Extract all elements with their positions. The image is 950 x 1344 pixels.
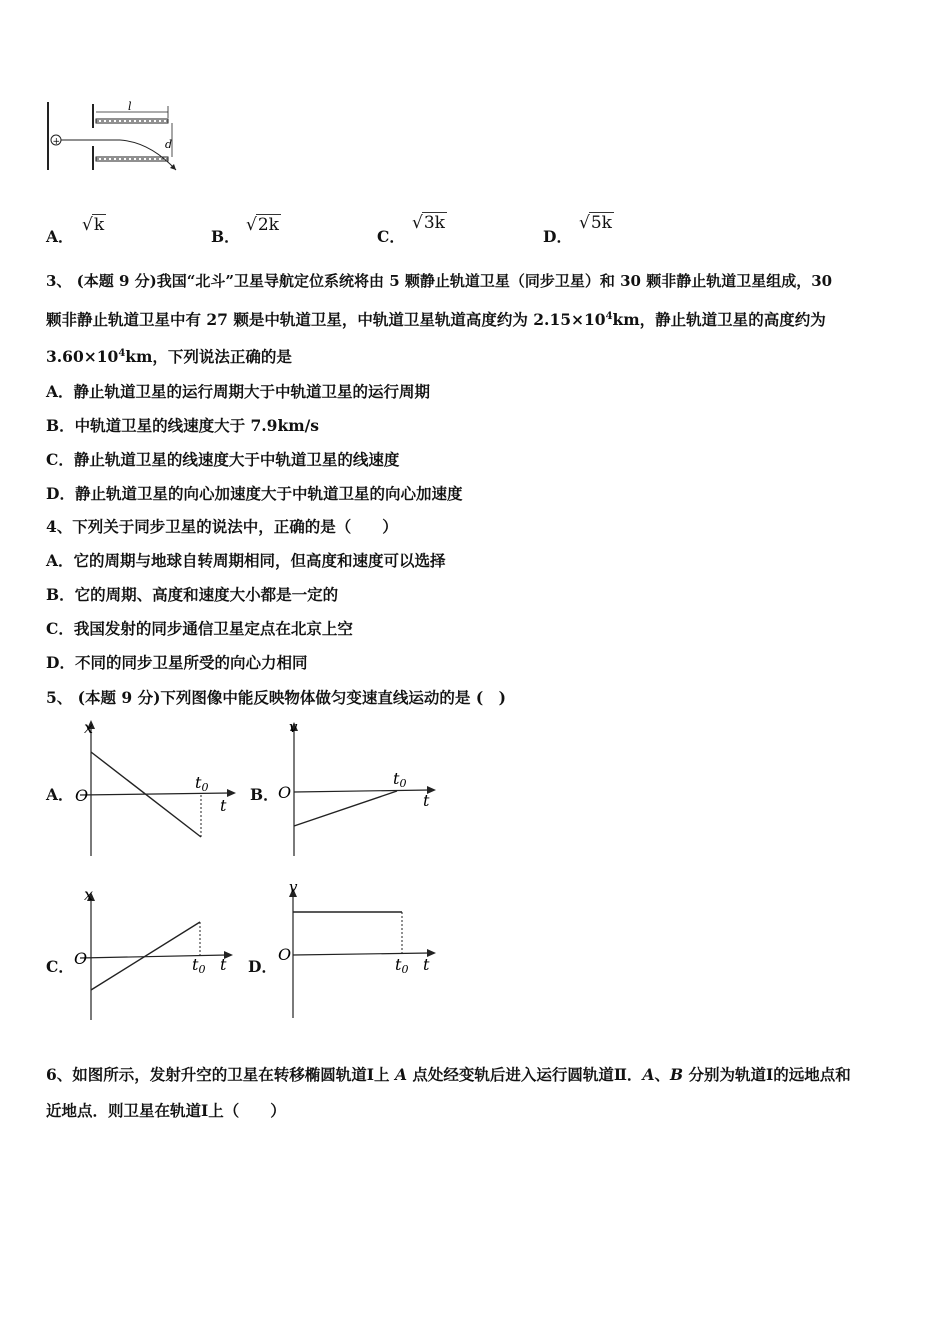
graph-b bbox=[275, 716, 450, 861]
graph-d-x-label: t bbox=[423, 955, 430, 974]
graph-d-y-label: v bbox=[289, 878, 298, 896]
graph-c-y-label: x bbox=[84, 885, 94, 904]
q4-option-c[interactable]: C．我国发射的同步通信卫星定点在北京上空 bbox=[46, 619, 353, 638]
graph-b-t0: t0 bbox=[393, 769, 407, 790]
graph-c-x-label: t bbox=[220, 955, 227, 974]
q2-option-d-value: √5k bbox=[579, 213, 612, 233]
graph-a-t0: t0 bbox=[195, 773, 209, 794]
q2-option-a-label[interactable]: A． bbox=[46, 227, 74, 246]
graph-c-t0: t0 bbox=[192, 955, 206, 976]
q4-option-b[interactable]: B．它的周期、高度和速度大小都是一定的 bbox=[46, 585, 339, 604]
q2-option-c-label[interactable]: C． bbox=[377, 227, 405, 246]
q3-option-a[interactable]: A．静止轨道卫星的运行周期大于中轨道卫星的运行周期 bbox=[46, 382, 431, 401]
q5-option-d-label[interactable]: D． bbox=[248, 957, 277, 976]
q2-option-b-label[interactable]: B． bbox=[211, 227, 240, 246]
graph-a-x-label: t bbox=[220, 796, 227, 815]
q4-option-d[interactable]: D．不同的同步卫星所受的向心力相同 bbox=[46, 653, 308, 672]
q5-option-c-label[interactable]: C． bbox=[46, 957, 74, 976]
graph-b-x-label: t bbox=[423, 791, 430, 810]
q3-option-b[interactable]: B．中轨道卫星的线速度大于 7.9km/s bbox=[46, 416, 319, 435]
q3-stem-line3: $3.60\times 10^4km$，下列说法正确的是 bbox=[46, 347, 292, 366]
graph-a bbox=[70, 716, 245, 861]
q3-option-c[interactable]: C．静止轨道卫星的线速度大于中轨道卫星的线速度 bbox=[46, 450, 400, 469]
q2-option-b-value: √2k bbox=[246, 215, 279, 235]
q3-stem-line1: 3、 (本题 9 分)我国“北斗”卫星导航定位系统将由 5 颗静止轨道卫星（同步卫星）和 30 颗非静止轨道卫星组成，30 bbox=[46, 272, 833, 290]
q3-option-d[interactable]: D．静止轨道卫星的向心加速度大于中轨道卫星的向心加速度 bbox=[46, 484, 463, 503]
graph-c-origin: O bbox=[74, 949, 88, 968]
graph-b-origin: O bbox=[278, 783, 292, 802]
label-l: l bbox=[128, 100, 132, 113]
graph-b-y-label: v bbox=[289, 718, 298, 736]
graph-d-origin: O bbox=[278, 945, 292, 964]
q6-stem-line2: 近地点．则卫星在轨道Ⅰ上（ ） bbox=[46, 1101, 286, 1120]
plus-sign: + bbox=[52, 137, 61, 147]
q2-option-a-value: √k bbox=[82, 215, 105, 235]
graph-d bbox=[275, 878, 450, 1023]
q6-stem-line1: 6、如图所示，发射升空的卫星在转移椭圆轨道Ⅰ上 A 点处经变轨后进入运行圆轨道Ⅱ．A、B 分别为轨道Ⅰ的远地点和 bbox=[46, 1065, 851, 1084]
graph-d-t0: t0 bbox=[395, 955, 409, 976]
q2-option-d-label[interactable]: D． bbox=[543, 227, 572, 246]
q4-option-a[interactable]: A．它的周期与地球自转周期相同，但高度和速度可以选择 bbox=[46, 551, 446, 570]
q2-option-c-value: √3k bbox=[412, 213, 445, 233]
q5-option-a-label[interactable]: A． bbox=[46, 785, 74, 804]
graph-a-y-label: x bbox=[84, 718, 94, 737]
q5-stem: 5、 (本题 9 分)下列图像中能反映物体做匀变速直线运动的是 ( ) bbox=[46, 688, 506, 707]
q3-stem-line2: 颗非静止轨道卫星中有 27 颗是中轨道卫星，中轨道卫星轨道高度约为 $2.15\times 10^4km$，静止轨道卫星的高度约为 bbox=[46, 310, 826, 329]
label-d: d bbox=[165, 138, 173, 151]
q5-option-b-label[interactable]: B． bbox=[250, 785, 279, 804]
graph-c bbox=[70, 884, 245, 1029]
q4-stem: 4、下列关于同步卫星的说法中，正确的是（ ） bbox=[46, 517, 398, 536]
deflection-figure bbox=[40, 98, 190, 178]
graph-a-origin: O bbox=[75, 786, 89, 805]
